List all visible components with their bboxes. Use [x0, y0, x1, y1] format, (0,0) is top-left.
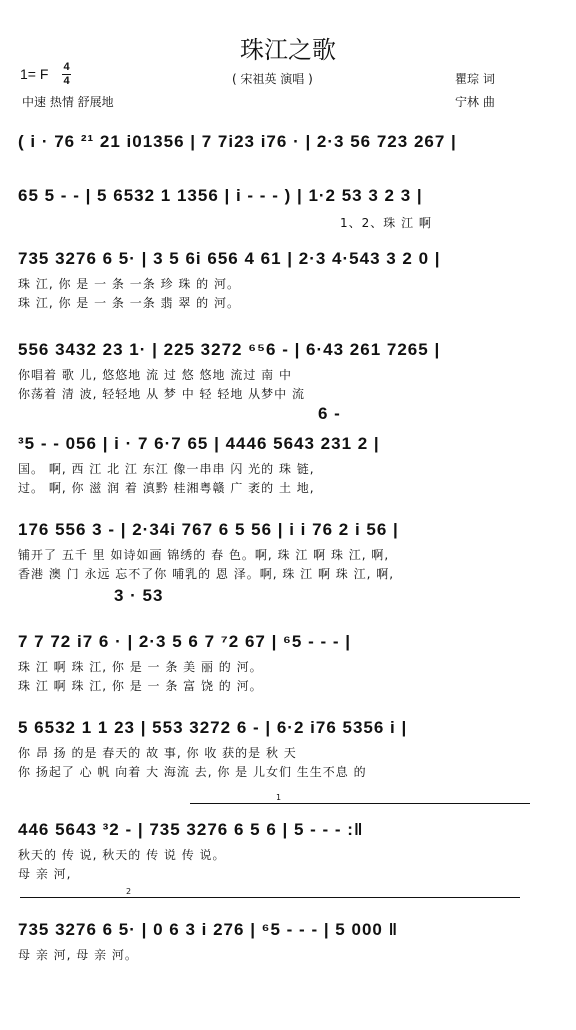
time-signature [62, 62, 71, 87]
staff-row-5 [18, 434, 380, 496]
volta-1-label: 1 [276, 793, 282, 802]
notes-line: 176 556 3 - | 2·34i 767 6 5 56 | i i 76 2 i 56 | [18, 520, 399, 539]
lyric-line-2: 你荡着 清 波, 轻轻地 从 梦 中 轻 轻地 从梦中 流 [18, 387, 305, 401]
meter-top: 4 [63, 61, 70, 73]
staff-row-6 [18, 520, 399, 582]
lyric-line-1: 你 昂 扬 的是 春天的 故 事, 你 收 获的是 秋 天 [18, 746, 297, 760]
notes-line: ( i · 76 ²¹ 21 i01356 | 7 7i23 i76 · | 2·3 56 723 267 | [18, 132, 457, 151]
lyric-line-2: 你 扬起了 心 帆 向着 大 海流 去, 你 是 儿女们 生生不息 的 [18, 765, 367, 779]
lyric-line-1: 1、2、珠 江 啊 [340, 216, 432, 230]
lyric-line-1: 珠 江, 你 是 一 条 一条 珍 珠 的 河。 [18, 277, 240, 291]
staff-row-4 [18, 340, 440, 402]
staff-row-3 [18, 249, 441, 311]
volta-bracket-1 [190, 803, 530, 804]
performer-credit: ( 宋祖英 演唱 ) [232, 72, 313, 86]
staff-row-2 [18, 186, 432, 231]
notes-line: 735 3276 6 5· | 0 6 3 i 276 | ⁶5 - - - | 5 000 ‖ [18, 920, 399, 939]
lyricist-credit: 瞿琮 词 [455, 72, 495, 86]
notes-line: 5 6532 1 1 23 | 553 3272 6 - | 6·2 i76 5356 i | [18, 718, 408, 737]
key-signature: 1= F [20, 66, 49, 82]
staff-row-9 [18, 820, 363, 882]
volta-2-label: 2 [126, 887, 132, 896]
lyric-line-2: 香港 澳 门 永远 忘不了你 哺乳的 恩 泽。啊, 珠 江 啊 珠 江, 啊, [18, 567, 395, 581]
lyric-line-2: 过。 啊, 你 滋 润 着 滇黔 桂湘粤赣 广 袤的 土 地, [18, 481, 315, 495]
notes-line: 65 5 - - | 5 6532 1 1356 | i - - - ) | 1·2 53 3 2 3 | [18, 186, 423, 205]
staff-row-7 [18, 632, 351, 694]
song-title: 珠江之歌 [240, 36, 336, 64]
lyric-line-2: 珠 江, 你 是 一 条 一条 翡 翠 的 河。 [18, 296, 240, 310]
staff-row-1 [18, 132, 457, 152]
staff-row-10 [18, 920, 398, 963]
staff-row-8 [18, 718, 407, 780]
volta-bracket-2 [20, 897, 520, 898]
notes-line: 7 7 72 i7 6 · | 2·3 5 6 7 ⁷2 67 | ⁶5 - - - | [18, 632, 351, 651]
lyric-line-1: 你唱着 歌 儿, 悠悠地 流 过 悠 悠地 流过 南 中 [18, 368, 292, 382]
notes-line: 556 3432 23 1· | 225 3272 ⁶⁵6 - | 6·43 261 7265 | [18, 340, 441, 359]
tempo-marking: 中速 热情 舒展地 [22, 95, 114, 109]
alt-note: 6 - [318, 404, 341, 423]
composer-credit: 宁林 曲 [455, 95, 495, 109]
lyric-line-1: 母 亲 河, 母 亲 河。 [18, 948, 138, 962]
notes-line: 735 3276 6 5· | 3 5 6i 656 4 61 | 2·3 4·543 3 2 0 | [18, 249, 441, 268]
lyric-line-1: 铺开了 五千 里 如诗如画 锦绣的 春 色。啊, 珠 江 啊 珠 江, 啊, [18, 548, 390, 562]
lyric-line-1: 秋天的 传 说, 秋天的 传 说 传 说。 [18, 848, 226, 862]
notes-line: 446 5643 ³2 - | 735 3276 6 5 6 | 5 - - - :‖ [18, 820, 364, 839]
lyric-line-2: 珠 江 啊 珠 江, 你 是 一 条 富 饶 的 河。 [18, 679, 263, 693]
lyric-line-2: 母 亲 河, [18, 867, 72, 881]
lyric-line-1: 珠 江 啊 珠 江, 你 是 一 条 美 丽 的 河。 [18, 660, 263, 674]
alt-note: 3 · 53 [114, 586, 164, 605]
lyric-line-1: 国。 啊, 西 江 北 江 东江 像一串串 闪 光的 珠 链, [18, 462, 315, 476]
meter-bottom: 4 [63, 75, 70, 87]
notes-line: ³5 - - 056 | i · 7 6·7 65 | 4446 5643 231 2 | [18, 434, 380, 453]
